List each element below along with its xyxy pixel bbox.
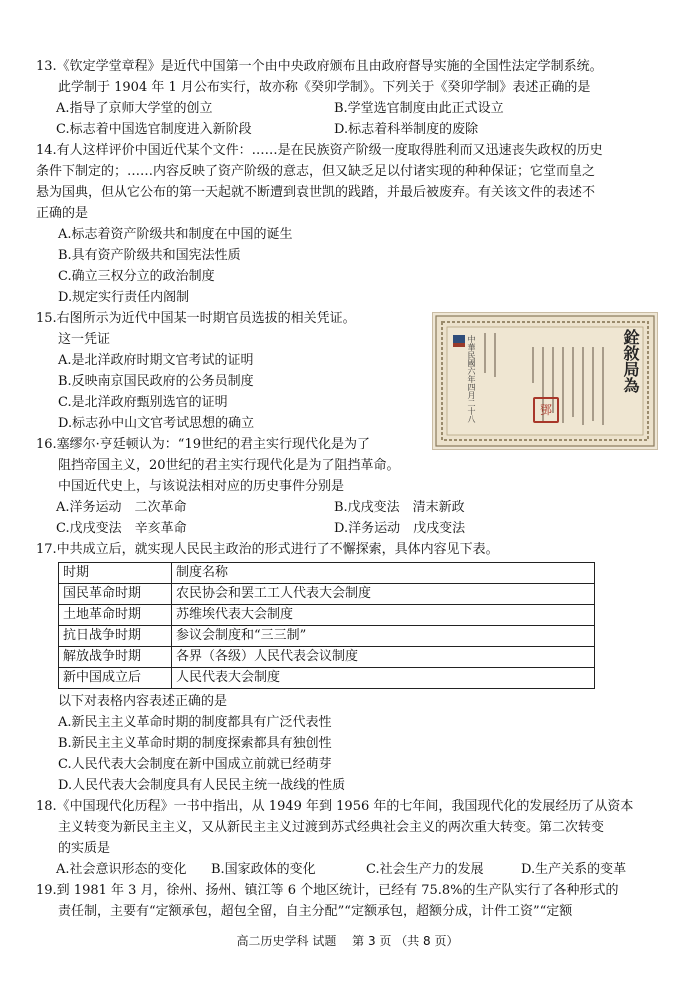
question-18-options (36, 859, 662, 880)
question-14 (36, 140, 662, 308)
option-b[interactable]: B.具有资产阶级共和国宪法性质 (58, 248, 241, 263)
option-d[interactable]: D.规定实行责任内阁制 (58, 290, 190, 305)
option-d[interactable]: D.人民代表大会制度具有人民民主统一战线的性质 (58, 778, 346, 793)
option-c[interactable]: C.是北洋政府甄别选官的证明 (58, 395, 228, 410)
certificate-image (432, 312, 658, 450)
question-17-stem: 17.中共成立后，就实现人民民主政治的形式进行了不懈探索，具体内容见下表。 (36, 542, 499, 557)
table-cell-system: 农民协会和罢工工人代表大会制度 (172, 584, 595, 605)
question-13-stem-line-1: 13.《钦定学堂章程》是近代中国第一个由中央政府颁布且由政府督导实施的全国性法定学制系统。 (36, 59, 603, 74)
table-header-period: 时期 (59, 563, 172, 584)
option-b[interactable]: B.国家政体的变化 (211, 862, 316, 877)
option-c[interactable]: C.戊戌变法 辛亥革命 (56, 521, 187, 536)
question-13-options (36, 98, 662, 140)
option-d[interactable]: D.标志孙中山文官考试思想的确立 (58, 416, 255, 431)
option-b[interactable]: B.戊戌变法 清末新政 (334, 500, 465, 515)
table-row (59, 584, 595, 605)
option-a[interactable]: A.洋务运动 二次革命 (56, 500, 187, 515)
option-a[interactable]: A.社会意识形态的变化 (56, 862, 187, 877)
question-19 (36, 880, 662, 922)
question-16-options (36, 497, 662, 539)
table-cell-period: 新中国成立后 (59, 668, 172, 689)
question-17-options (36, 712, 662, 796)
option-a[interactable]: A.指导了京师大学堂的创立 (56, 101, 213, 116)
question-13-stem-line-2: 此学制于 1904 年 1 月公布实行，故亦称《癸卯学制》。下列关于《癸卯学制》表述正确的是 (58, 80, 591, 95)
certificate-seal: 鄧 (533, 397, 559, 423)
table-cell-period: 抗日战争时期 (59, 626, 172, 647)
question-16-stem-line-3: 中国近代史上，与该说法相对应的历史事件分别是 (58, 479, 345, 494)
question-18 (36, 796, 662, 880)
exam-page (36, 56, 662, 922)
table-header-row (59, 563, 595, 584)
question-18-stem-line-1: 18.《中国现代化历程》一书中指出，从 1949 年到 1956 年的七年间，我国现代化的发展经历了从资本 (36, 799, 634, 814)
question-14-stem-line-1: 14.有人这样评价中国近代某个文件：……是在民族资产阶级一度取得胜利而又迅速丧失政权的历史 (36, 143, 603, 158)
option-c[interactable]: C.标志着中国选官制度进入新阶段 (56, 122, 252, 137)
question-15 (36, 308, 431, 434)
table-cell-system: 人民代表大会制度 (172, 668, 595, 689)
option-a[interactable]: A.标志着资产阶级共和制度在中国的诞生 (58, 227, 293, 242)
question-18-stem-line-2: 主义转变为新民主主义，又从新民主主义过渡到苏式经典社会主义的两次重大转变。第二次转变 (58, 820, 605, 835)
question-13 (36, 56, 662, 140)
question-14-stem-line-3: 悬为国典，但从它公布的第一天起就不断遭到袁世凯的践踏，并最后被废弃。有关该文件的表述不 (36, 185, 596, 200)
option-b[interactable]: B.新民主主义革命时期的制度探索都具有独创性 (58, 736, 332, 751)
question-14-options (36, 224, 662, 308)
option-b[interactable]: B.学堂选官制度由此正式设立 (334, 101, 504, 116)
question-16-stem-line-1: 16.塞缪尔·亨廷顿认为：“19世纪的君主实行现代化是为了 (36, 437, 370, 452)
option-c[interactable]: C.社会生产力的发展 (366, 862, 484, 877)
option-c[interactable]: C.确立三权分立的政治制度 (58, 269, 215, 284)
certificate-title: 銓敘局為 (621, 329, 640, 393)
system-table (58, 562, 595, 689)
page-footer: 高二历史学科 试题 第 3 页 （共 8 页） (236, 934, 459, 948)
table-row (59, 647, 595, 668)
question-14-stem-line-4: 正确的是 (36, 206, 89, 221)
table-row (59, 605, 595, 626)
table-cell-system: 各界（各级）人民代表会议制度 (172, 647, 595, 668)
option-d[interactable]: D.生产关系的变革 (521, 862, 627, 877)
table-row (59, 626, 595, 647)
question-15-stem-line-1: 15.右图所示为近代中国某一时期官员选拔的相关凭证。 (36, 311, 356, 326)
option-d[interactable]: D.洋务运动 戊戌变法 (334, 521, 466, 536)
table-header-system: 制度名称 (172, 563, 595, 584)
question-19-stem-line-1: 19.到 1981 年 3 月，徐州、扬州、镇江等 6 个地区统计，已经有 75.8%的生产队实行了各种形式的 (36, 883, 619, 898)
option-a[interactable]: A.是北洋政府时期文官考试的证明 (58, 353, 254, 368)
table-row (59, 668, 595, 689)
question-14-stem-line-2: 条件下制定的；……内容反映了资产阶级的意志，但又缺乏足以付诸实现的种种保证；它堂而皇之 (36, 164, 596, 179)
question-19-stem-line-2: 责任制，主要有“定额承包，超包全留，自主分配”“定额承包，超额分成，计件工资”“定额 (58, 904, 573, 919)
table-cell-system: 参议会制度和“三三制” (172, 626, 595, 647)
table-cell-period: 解放战争时期 (59, 647, 172, 668)
question-15-options (36, 350, 431, 434)
question-17 (36, 539, 662, 796)
table-cell-period: 国民革命时期 (59, 584, 172, 605)
certificate-date: 中華民國六年四月二十八 (467, 335, 476, 423)
question-17-prompt: 以下对表格内容表述正确的是 (58, 694, 228, 709)
option-c[interactable]: C.人民代表大会制度在新中国成立前就已经萌芽 (58, 757, 332, 772)
question-18-stem-line-3: 的实质是 (58, 841, 111, 856)
option-b[interactable]: B.反映南京国民政府的公务员制度 (58, 374, 254, 389)
option-a[interactable]: A.新民主主义革命时期的制度都具有广泛代表性 (58, 715, 332, 730)
table-cell-period: 土地革命时期 (59, 605, 172, 626)
question-16-stem-line-2: 阻挡帝国主义，20世纪的君主实行现代化是为了阻挡革命。 (58, 458, 400, 473)
question-15-stem-line-2: 这一凭证 (58, 332, 111, 347)
table-cell-system: 苏维埃代表大会制度 (172, 605, 595, 626)
option-d[interactable]: D.标志着科举制度的废除 (334, 122, 479, 137)
